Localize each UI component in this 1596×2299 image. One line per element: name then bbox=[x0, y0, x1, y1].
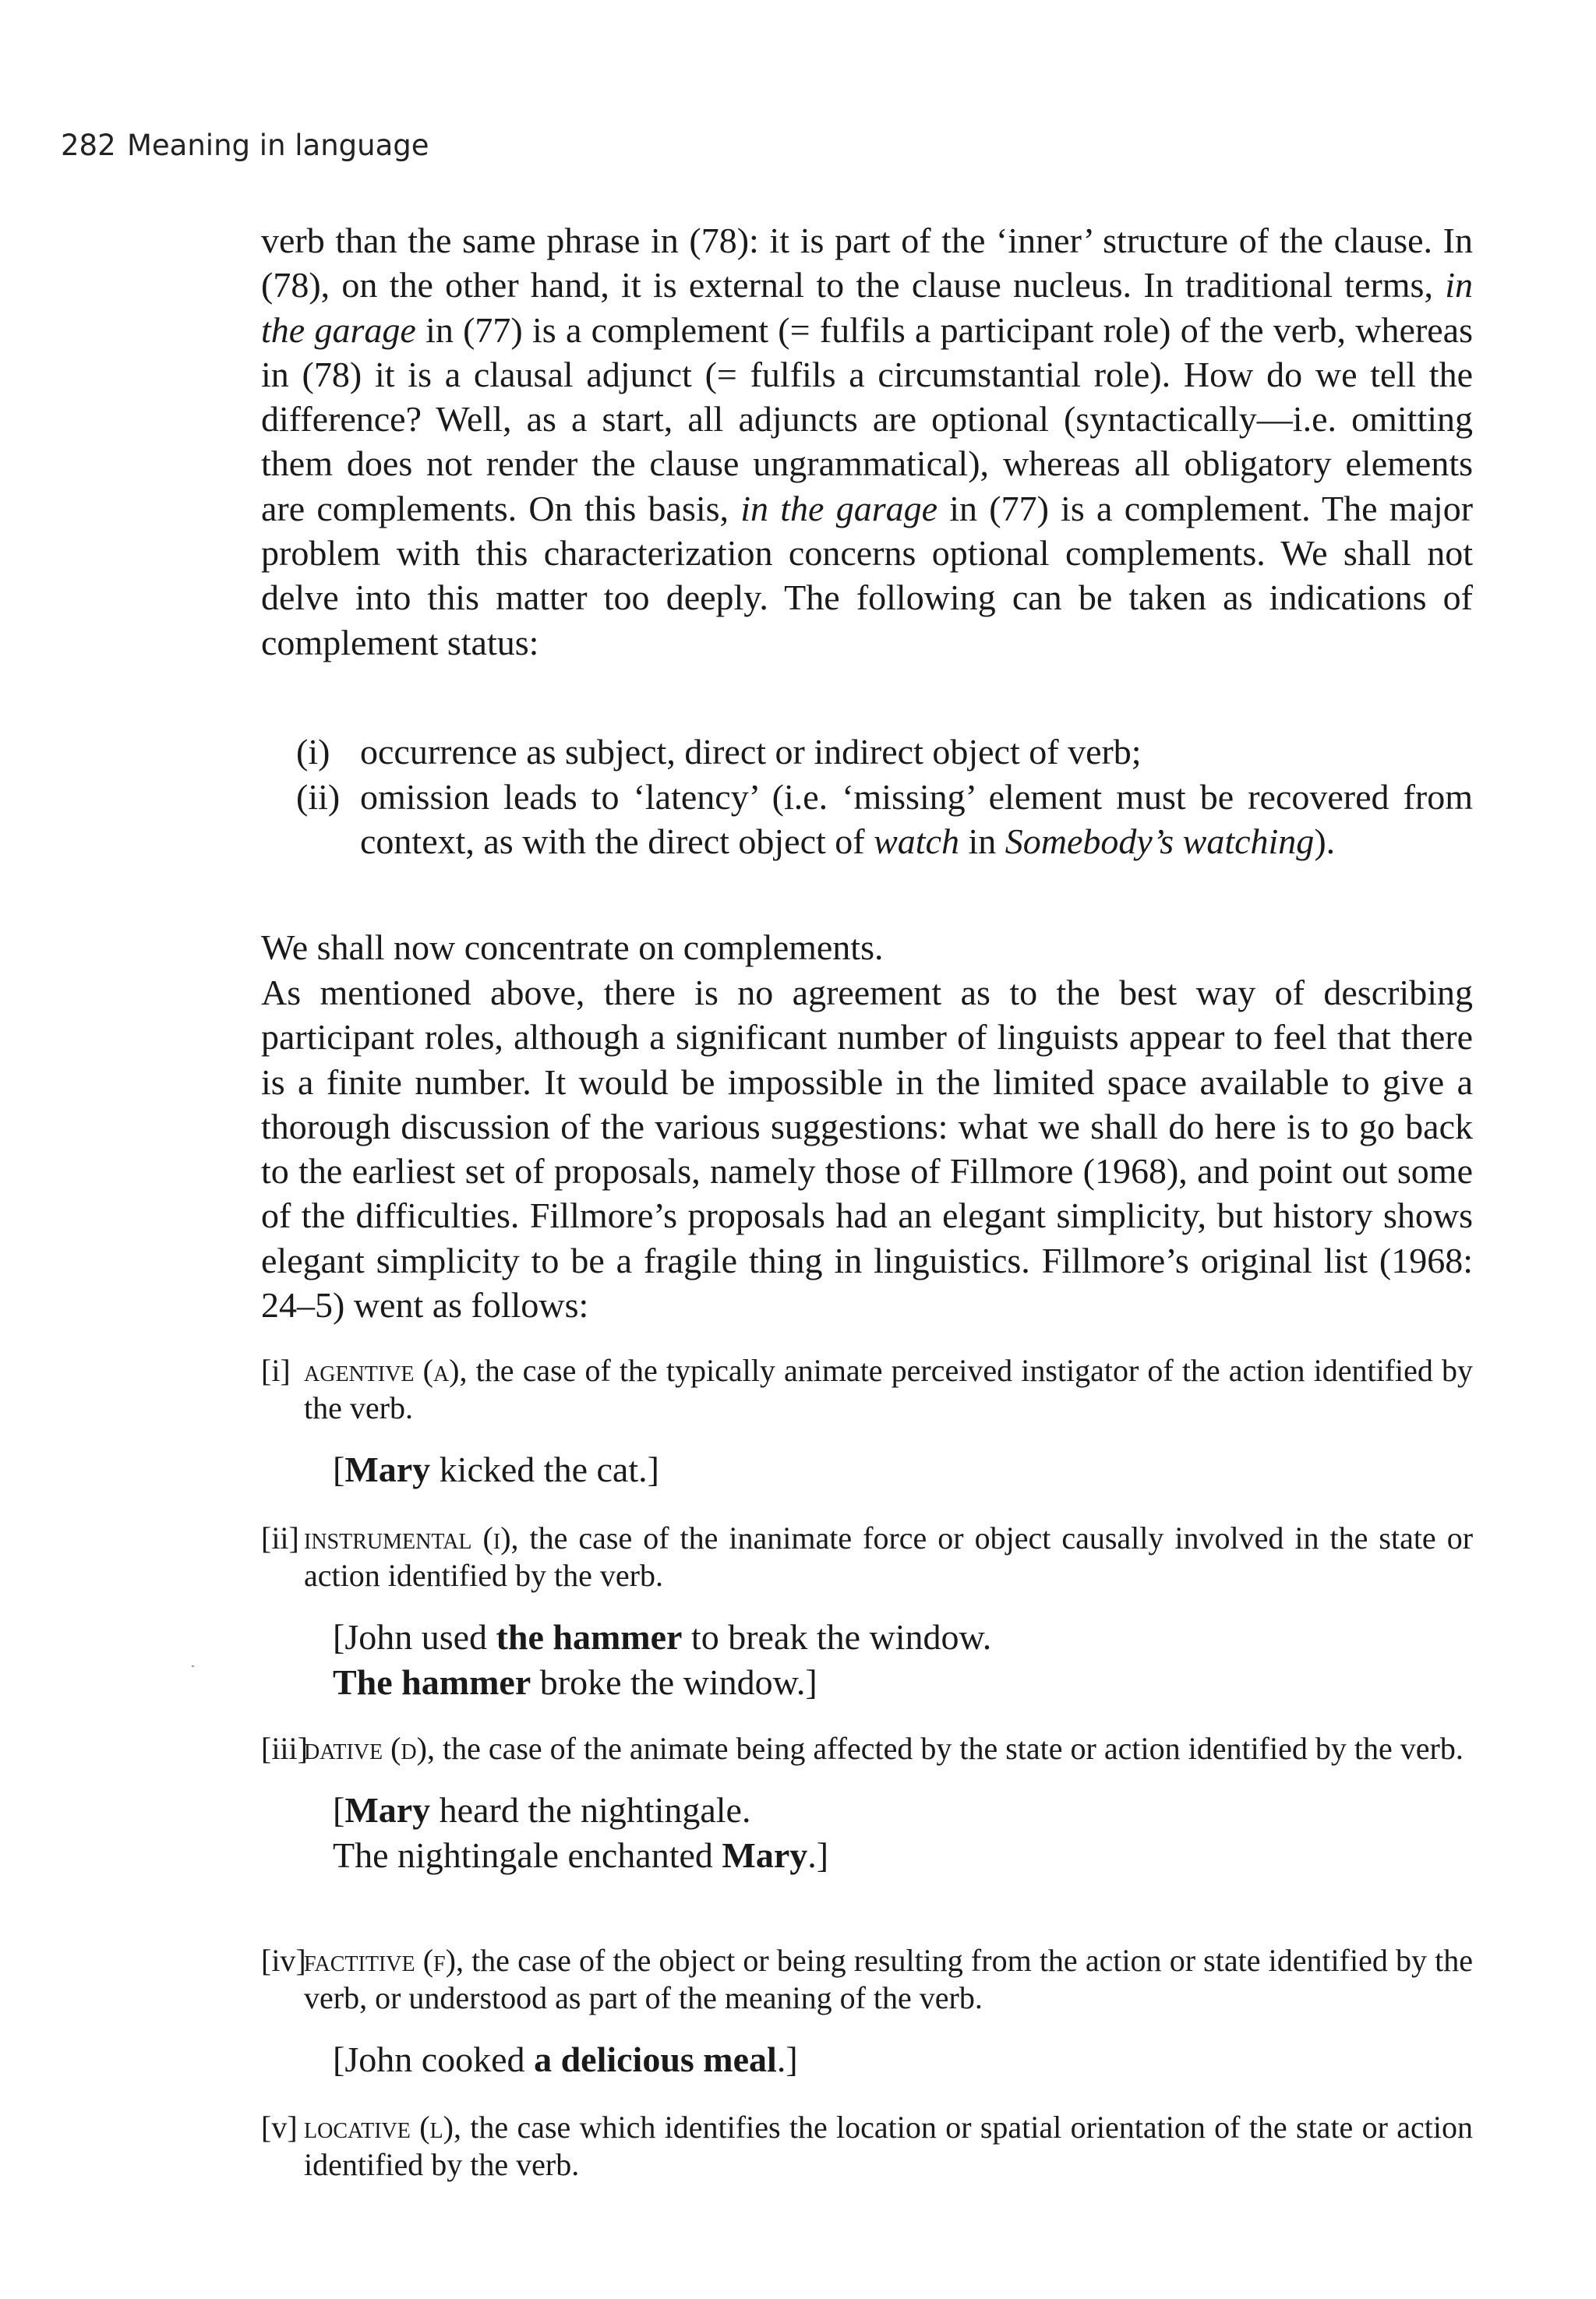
case-description: , the case of the object or being resulting from the action or state identified by the verb, or understood as part of the meaning of the verb. bbox=[304, 1943, 1473, 2015]
case-agentive bbox=[261, 1352, 1473, 1492]
case-number: [iii] bbox=[261, 1731, 308, 1766]
text-run: in (77) is a complement. The major problem with this characterization concerns optional complements. We shall not delve into this matter too deeply. The following can be taken as indications of complement status: bbox=[261, 488, 1474, 662]
case-abbr: (l) bbox=[419, 2110, 454, 2145]
example-bold: Mary bbox=[344, 1450, 431, 1489]
example-text: .] bbox=[776, 2039, 798, 2079]
margin-speck bbox=[192, 1665, 194, 1667]
case-number: [ii] bbox=[261, 1520, 299, 1556]
example-text: [John used bbox=[333, 1617, 496, 1657]
list-number: (i) bbox=[296, 732, 330, 772]
case-description: , the case of the inanimate force or object causally involved in the state or action identified by the verb. bbox=[304, 1520, 1474, 1593]
case-definition bbox=[261, 1730, 1473, 1768]
case-name: factitive bbox=[304, 1943, 415, 1978]
case-name: dative bbox=[304, 1731, 383, 1766]
example-bold: Mary bbox=[722, 1835, 808, 1875]
case-description: , the case which identifies the location or spatial orientation of the state or action identified by the verb. bbox=[304, 2110, 1474, 2182]
criteria-list bbox=[296, 729, 1473, 864]
list-item bbox=[296, 729, 1473, 775]
italic-phrase: Somebody’s watching bbox=[1005, 821, 1315, 861]
example-bold: The hammer bbox=[333, 1662, 531, 1702]
case-name: locative bbox=[304, 2110, 411, 2145]
example-text: The nightingale enchanted bbox=[333, 1835, 722, 1875]
case-number: [i] bbox=[261, 1353, 291, 1388]
case-example bbox=[333, 2037, 1473, 2082]
example-bold: a delicious meal bbox=[534, 2039, 777, 2079]
example-text: kicked the cat.] bbox=[430, 1450, 659, 1489]
example-text: heard the nightingale. bbox=[430, 1790, 751, 1830]
case-name: instrumental bbox=[304, 1520, 472, 1556]
case-abbr: (a) bbox=[422, 1353, 460, 1388]
case-abbr: (i) bbox=[482, 1520, 511, 1556]
case-dative bbox=[261, 1730, 1473, 1878]
case-instrumental bbox=[261, 1520, 1473, 1705]
paragraph-3 bbox=[261, 970, 1473, 1327]
case-definition bbox=[261, 2109, 1473, 2184]
page-number: 282 bbox=[61, 129, 116, 162]
text-run: verb than the same phrase in (78): it is part of the ‘inner’ structure of the clause. In (78), on the other hand, it is external to the clause nucleus. In traditional terms, bbox=[261, 221, 1473, 305]
example-text: .] bbox=[807, 1835, 829, 1875]
paragraph-text: As mentioned above, there is no agreement as to the best way of describing participant roles, although a significant number of linguists appear to feel that there is a finite number. It would be impossible in the limited space available to give a thorough discussion of the various suggestions: what we shall do here is to go back to the earliest set of proposals, namely those of Fillmore (1968), and point out some of the difficulties. Fillmore’s proposals had an elegant simplicity, but history shows elegant simplicity to be a fragile thing in linguistics. Fillmore’s original list (1968: 24–5) went as follows: bbox=[261, 973, 1473, 1326]
case-abbr: (f) bbox=[422, 1943, 456, 1978]
example-text: broke the window.] bbox=[531, 1662, 817, 1702]
paragraph-text: We shall now concentrate on complements. bbox=[261, 927, 884, 967]
case-definition bbox=[261, 1942, 1473, 2017]
paragraph-2 bbox=[261, 925, 1473, 969]
running-header bbox=[61, 129, 429, 162]
example-bold: Mary bbox=[344, 1790, 431, 1830]
case-number: [iv] bbox=[261, 1943, 306, 1978]
case-description: , the case of the typically animate perceived instigator of the action identified by the verb. bbox=[304, 1353, 1473, 1425]
case-definition bbox=[261, 1352, 1473, 1427]
list-text: in bbox=[959, 821, 1005, 861]
italic-phrase: in the garage bbox=[261, 265, 1473, 350]
list-number: (ii) bbox=[296, 776, 341, 817]
case-locative bbox=[261, 2109, 1473, 2184]
italic-phrase: in the garage bbox=[740, 488, 938, 528]
case-definition bbox=[261, 1520, 1473, 1594]
italic-phrase: watch bbox=[874, 821, 960, 861]
case-name: agentive bbox=[304, 1353, 415, 1388]
paragraph-1 bbox=[261, 218, 1473, 665]
example-text: [ bbox=[333, 1450, 345, 1489]
case-description: , the case of the animate being affected by the state or action identified by the verb. bbox=[426, 1731, 1464, 1766]
case-example bbox=[333, 1615, 1473, 1705]
case-abbr: (d) bbox=[390, 1731, 427, 1766]
list-text: ). bbox=[1314, 821, 1336, 861]
example-text: [John cooked bbox=[333, 2039, 535, 2079]
text-run: in (77) is a complement (= fulfils a participant role) of the verb, whereas in (78) it is a clausal adjunct (= fulfils a circumstantial role). How do we tell the difference? Well, as a start, all adjuncts are optional (syntactically—i.e. omitting them does not render the clause ungrammatical), whereas all obligatory elements are complements. On this basis, bbox=[261, 309, 1473, 528]
example-bold: the hammer bbox=[496, 1617, 683, 1657]
case-example bbox=[333, 1447, 1473, 1492]
list-item bbox=[296, 775, 1473, 864]
case-factitive bbox=[261, 1942, 1473, 2082]
list-text: omission leads to ‘latency’ (i.e. ‘missing’ element must be recovered from context, as with the direct object of bbox=[360, 776, 1473, 861]
case-example bbox=[333, 1788, 1473, 1878]
list-text: occurrence as subject, direct or indirect object of verb; bbox=[360, 732, 1142, 772]
example-text: [ bbox=[333, 1790, 345, 1830]
case-number: [v] bbox=[261, 2110, 298, 2145]
running-title: Meaning in language bbox=[127, 129, 429, 162]
example-text: to break the window. bbox=[682, 1617, 992, 1657]
